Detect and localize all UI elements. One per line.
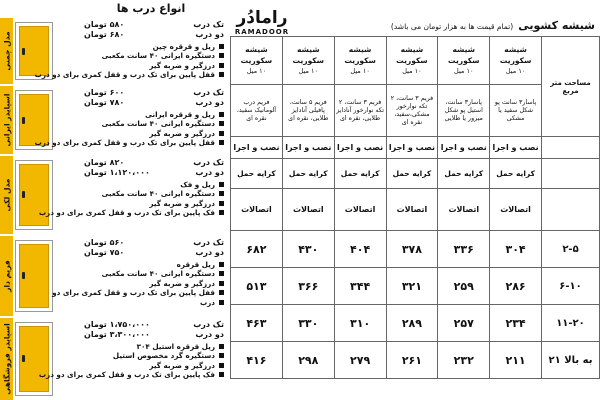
price-value: ۳۲۱ xyxy=(386,268,438,305)
door-model-label: اسپایدر ایرانی xyxy=(2,93,11,147)
door-feature-item: درب xyxy=(56,298,224,307)
column-thickness: ۱۰ میل xyxy=(246,67,267,75)
area-blank-cell xyxy=(542,159,600,189)
install-cell: نصب و اجرا xyxy=(334,137,386,159)
column-header xyxy=(334,37,386,85)
door-feature-item: فک پایین برای تک درب و قفل کمری برای دو درب xyxy=(56,370,224,379)
door-model-label: اسپایدر فروشگاهی xyxy=(2,323,11,395)
table-title-main: شیشه کشویی xyxy=(518,19,595,32)
door-handle-icon xyxy=(22,191,25,198)
brand-name-fa: رامادُر xyxy=(236,8,288,28)
door-price-value: ۱،۱۲۰،۰۰۰ تومان xyxy=(84,168,150,177)
column-description: فریم ۵ سانت، پافیلی آنادایز طلایی، نقره ای xyxy=(282,85,334,137)
column-header xyxy=(490,37,542,85)
area-range: ۲۱ به بالا xyxy=(542,342,600,379)
table-title-subtitle: (تمام قیمت ها به هزار تومان می باشد) xyxy=(390,22,514,31)
door-model-strip xyxy=(0,18,13,84)
area-range: ۲-۵ xyxy=(542,231,600,268)
door-features xyxy=(34,110,224,148)
door-item xyxy=(0,156,226,234)
column-thickness: ۱۰ میل xyxy=(505,67,526,75)
door-price-row xyxy=(84,238,224,248)
column-thickness: ۱۰ میل xyxy=(402,67,422,75)
door-feature-item: ریل و قرقره چین xyxy=(56,42,224,51)
door-price-value: ۶۰۰ تومان xyxy=(84,88,125,97)
column-thickness: ۱۰ میل xyxy=(350,67,370,75)
price-value: ۳۰۴ xyxy=(490,231,542,268)
door-features xyxy=(52,260,224,307)
carry-cell: کرایه حمل xyxy=(438,159,490,189)
area-header: مساحت متر مربع xyxy=(542,37,600,137)
door-feature-item: درزگیر و ضربه گیر xyxy=(56,279,224,288)
door-price-value: ۱،۷۵۰،۰۰۰ تومان xyxy=(84,320,150,329)
door-price-row xyxy=(84,30,224,40)
install-cell: نصب و اجرا xyxy=(282,137,334,159)
price-value: ۳۷۸ xyxy=(386,231,438,268)
door-price-label: تک درب xyxy=(193,158,224,167)
door-types-panel xyxy=(0,0,226,400)
price-table-panel xyxy=(230,0,600,400)
carry-cell: کرایه حمل xyxy=(231,159,283,189)
door-types-title: انواع درب ها xyxy=(116,2,186,15)
price-value: ۲۸۶ xyxy=(490,268,542,305)
door-handle-icon xyxy=(22,272,25,279)
price-value: ۴۳۰ xyxy=(282,231,334,268)
door-price-row xyxy=(84,20,224,30)
door-feature-item: قفل پایین برای تک درب و قفل کمری برای دو xyxy=(56,288,224,297)
door-price-row xyxy=(84,158,224,168)
column-header xyxy=(438,37,490,85)
column-thickness: ۱۰ میل xyxy=(298,67,318,75)
carry-cell: کرایه حمل xyxy=(282,159,334,189)
door-handle-icon xyxy=(22,355,25,362)
door-feature-item: ریل قرقره استیل ۳۰۴ xyxy=(56,342,224,351)
connections-cell: اتصالات xyxy=(438,189,490,231)
price-table xyxy=(230,36,600,379)
column-description: پاسار۳ سانت، استیل پو شکل میرور یا طلایی xyxy=(438,85,490,137)
door-price-row xyxy=(84,98,224,108)
door-model-label: مدل لکی xyxy=(2,178,11,212)
door-feature-item: دستگیره گرد مخصوص استیل xyxy=(56,351,224,360)
door-price-label: دو درب xyxy=(195,330,224,339)
price-value: ۲۵۷ xyxy=(438,305,490,342)
column-name: شیشه سکوریت xyxy=(396,45,428,65)
door-feature-item: قفل پایین برای تک درب و قفل کمری برای دو درب xyxy=(56,70,224,79)
door-price-value: ۷۵۰ تومان xyxy=(84,248,125,257)
carry-cell: کرایه حمل xyxy=(490,159,542,189)
column-name: شیشه سکوریت xyxy=(448,45,480,65)
column-header xyxy=(231,37,283,85)
price-value: ۳۶۶ xyxy=(282,268,334,305)
door-item xyxy=(0,318,226,400)
area-blank-cell xyxy=(542,189,600,231)
door-feature-item: دستگیره ایرانی ۴۰ سانت مکعبی xyxy=(56,119,224,128)
price-row xyxy=(231,342,600,379)
price-value: ۲۶۱ xyxy=(386,342,438,379)
price-value: ۴۰۴ xyxy=(334,231,386,268)
door-image xyxy=(15,160,53,230)
price-value: ۶۸۲ xyxy=(231,231,283,268)
door-feature-item: ریل و فک xyxy=(56,180,224,189)
door-handle-icon xyxy=(22,117,25,124)
column-description: فریم درب آلومانیک سفید، نقره ای xyxy=(231,85,283,137)
column-name: شیشه سکوریت xyxy=(499,45,532,65)
price-value: ۲۵۹ xyxy=(438,268,490,305)
door-model-strip xyxy=(0,86,13,154)
price-value: ۵۱۳ xyxy=(231,268,283,305)
column-thickness: ۱۰ میل xyxy=(454,67,474,75)
column-description: پاسار۳ سانت پو شکل سفید یا مشکی xyxy=(490,85,542,137)
door-price-label: دو درب xyxy=(195,30,224,39)
column-name: شیشه سکوریت xyxy=(240,45,273,65)
price-value: ۴۱۶ xyxy=(231,342,283,379)
door-price-row xyxy=(84,248,224,258)
brand-name-en: RAMADOOR xyxy=(234,28,290,36)
area-blank-cell xyxy=(542,137,600,159)
brand-logo xyxy=(232,8,292,36)
price-row xyxy=(231,268,600,305)
door-feature-item: درزگیر و ضربه گیر xyxy=(56,61,224,70)
door-price-label: تک درب xyxy=(193,20,224,29)
door-item xyxy=(0,236,226,316)
door-feature-item: درزگیر و ضربه گیر xyxy=(56,199,224,208)
door-feature-item: دستگیره ایرانی ۴۰ سانت مکعبی xyxy=(56,269,224,278)
door-image xyxy=(15,322,53,396)
column-name: شیشه سکوریت xyxy=(292,45,325,65)
door-price-value: ۸۲۰ تومان xyxy=(84,158,125,167)
door-price-label: تک درب xyxy=(193,238,224,247)
price-row xyxy=(231,305,600,342)
door-price-value: ۵۸۰ تومان xyxy=(84,20,125,29)
door-price-value: ۷۸۰ تومان xyxy=(84,98,125,107)
price-value: ۲۷۹ xyxy=(334,342,386,379)
price-value: ۲۳۴ xyxy=(490,305,542,342)
door-features xyxy=(34,42,224,80)
price-row xyxy=(231,231,600,268)
door-model-strip xyxy=(0,236,13,316)
door-prices xyxy=(84,158,224,178)
door-prices xyxy=(84,20,224,40)
door-features xyxy=(38,180,224,218)
door-price-row xyxy=(84,168,224,178)
door-model-strip xyxy=(0,318,13,400)
price-value: ۲۳۲ xyxy=(438,342,490,379)
install-cell: نصب و اجرا xyxy=(231,137,283,159)
price-value: ۴۶۳ xyxy=(231,305,283,342)
price-value: ۲۸۹ xyxy=(386,305,438,342)
connections-cell: اتصالات xyxy=(282,189,334,231)
door-price-label: تک درب xyxy=(193,320,224,329)
column-header xyxy=(282,37,334,85)
door-feature-item: دستگیره ایرانی ۴۰ سانت مکعبی xyxy=(56,51,224,60)
price-value: ۳۱۰ xyxy=(334,305,386,342)
door-feature-item: درزگیر و ضربه گیر xyxy=(56,129,224,138)
door-prices xyxy=(84,320,224,340)
door-prices xyxy=(84,238,224,258)
door-feature-item: ریل و قرقره ایرانی xyxy=(56,110,224,119)
door-handle-icon xyxy=(22,48,25,55)
door-price-label: تک درب xyxy=(193,88,224,97)
door-item xyxy=(0,18,226,84)
door-model-strip xyxy=(0,156,13,234)
door-price-label: دو درب xyxy=(195,168,224,177)
door-price-row xyxy=(84,320,224,330)
price-value: ۲۱۱ xyxy=(490,342,542,379)
door-feature-item: درزگیر و ضربه گیر xyxy=(56,361,224,370)
door-image xyxy=(15,240,53,312)
carry-cell: کرایه حمل xyxy=(334,159,386,189)
install-cell: نصب و اجرا xyxy=(490,137,542,159)
door-prices xyxy=(84,88,224,108)
door-feature-item: قفل پایین برای تک درب و قفل کمری برای دو درب xyxy=(56,138,224,147)
door-price-label: دو درب xyxy=(195,98,224,107)
connections-cell: اتصالات xyxy=(334,189,386,231)
door-price-row xyxy=(84,88,224,98)
door-feature-item: فک پایین برای تک درب و قفل کمری برای دو درب xyxy=(56,208,224,217)
door-price-value: ۳،۳۰۰،۰۰۰ تومان xyxy=(84,330,150,339)
door-features xyxy=(38,342,224,380)
connections-cell: اتصالات xyxy=(386,189,438,231)
area-range: ۱۱-۲۰ xyxy=(542,305,600,342)
install-cell: نصب و اجرا xyxy=(438,137,490,159)
door-feature-item: ریل قرقره xyxy=(56,260,224,269)
connections-cell: اتصالات xyxy=(231,189,283,231)
table-title xyxy=(325,14,595,33)
column-description: فریم ۳ سانت، ۲ تکه نوارخور مشکی،سفید، نقره ای xyxy=(386,85,438,137)
price-value: ۳۴۴ xyxy=(334,268,386,305)
door-model-label: فریم دار xyxy=(2,260,11,292)
area-range: ۶-۱۰ xyxy=(542,268,600,305)
column-header xyxy=(386,37,438,85)
door-model-label: مدل چمنی xyxy=(2,31,11,71)
price-value: ۲۹۸ xyxy=(282,342,334,379)
connections-cell: اتصالات xyxy=(490,189,542,231)
price-value: ۳۳۰ xyxy=(282,305,334,342)
door-price-label: دو درب xyxy=(195,248,224,257)
door-feature-item: دستگیره ایرانی ۴۰ سانت مکعبی xyxy=(56,189,224,198)
price-value: ۳۳۶ xyxy=(438,231,490,268)
door-item xyxy=(0,86,226,154)
door-price-value: ۵۶۰ تومان xyxy=(84,238,125,247)
install-cell: نصب و اجرا xyxy=(386,137,438,159)
door-price-row xyxy=(84,330,224,340)
carry-cell: کرایه حمل xyxy=(386,159,438,189)
door-price-value: ۶۸۰ تومان xyxy=(84,30,125,39)
column-name: شیشه سکوریت xyxy=(344,45,376,65)
column-description: فریم ۳ سانت، ۲ تکه نوارخور آنادایز طلایی، نقره ای xyxy=(334,85,386,137)
